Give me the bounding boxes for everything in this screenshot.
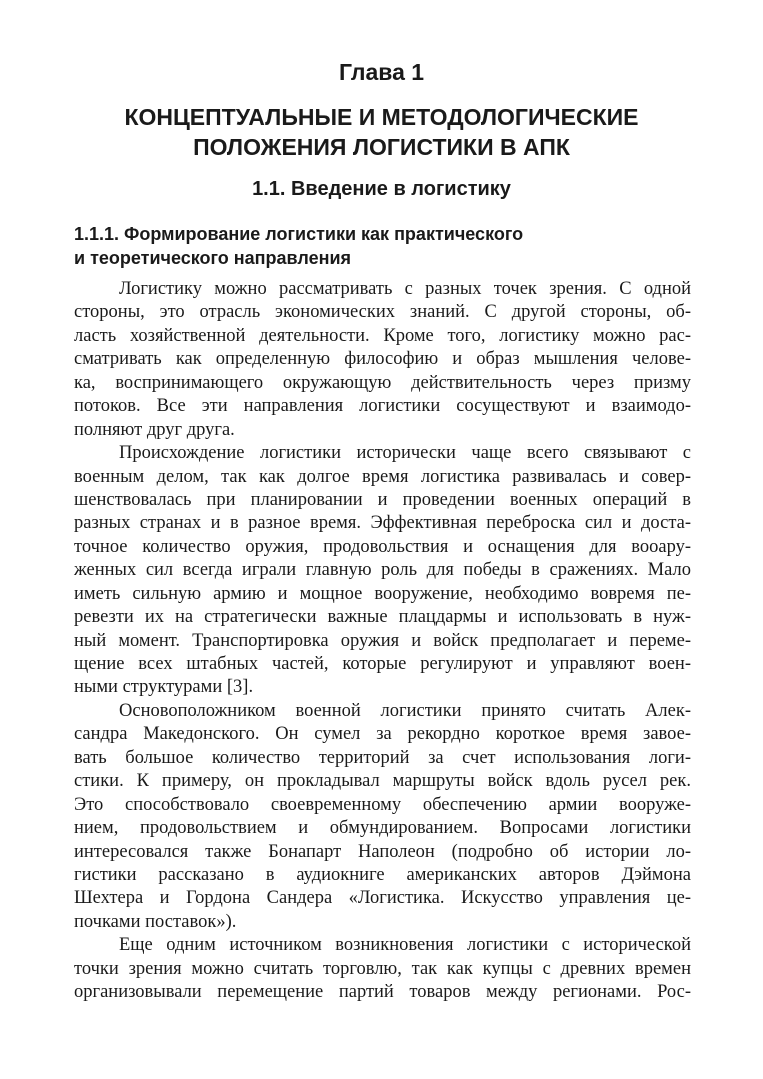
text-line: полняют друг друга. [74, 419, 235, 440]
paragraph [74, 442, 691, 700]
text-line: организовывали перемещение партий товаров между регионами. Рос- [74, 982, 691, 1003]
text-line: Основоположником военной логистики принято считать Алек- [119, 700, 691, 721]
text-line: интересовался также Бонапарт Наполеон (подробно об истории ло- [74, 841, 691, 862]
text-line: иметь сильную армию и мощное вооружение, необходимо вовремя пе- [74, 583, 691, 604]
text-line: ка, воспринимающего окружающую действительность через призму [74, 372, 691, 393]
text-line: ными структурами [3]. [74, 677, 254, 698]
text-line: ласть хозяйственной деятельности. Кроме того, логистику можно рас- [74, 325, 691, 346]
chapter-title-line: КОНЦЕПТУАЛЬНЫЕ И МЕТОДОЛОГИЧЕСКИЕ [124, 104, 639, 130]
text-line: стороны, это отрасль экономических знаний. С другой стороны, об- [74, 302, 691, 323]
text-line: точное количество оружия, продовольствия и оснащения для вооару- [74, 536, 691, 557]
text-line: сандра Македонского. Он сумел за рекордно короткое время завое- [74, 724, 691, 745]
paragraph [74, 934, 691, 1004]
section-heading: 1.1. Введение в логистику [252, 178, 511, 200]
text-line: Еще одним источником возникновения логистики с исторической [119, 935, 691, 956]
chapter-heading: Глава 1 [338, 59, 425, 85]
text-line: вать большое количество территорий за счет использования логи- [74, 747, 691, 768]
subsection-heading-line: и теоретического направления [74, 248, 352, 268]
text-line: шенствовалась при планировании и проведении военных операций в [74, 489, 691, 510]
text-line: ный момент. Транспортировка оружия и войск предполагает и переме- [74, 630, 691, 651]
subsection-heading-line: 1.1.1. Формирование логистики как практического [74, 224, 524, 244]
chapter-title-line: ПОЛОЖЕНИЯ ЛОГИСТИКИ В АПК [193, 134, 570, 160]
text-line: сматривать как определенную философию и образ мышления челове- [74, 349, 691, 370]
text-line: точки зрения можно считать торговлю, так как купцы с древних времен [74, 958, 691, 979]
paragraph [74, 700, 691, 934]
text-line: Происхождение логистики исторически чаще всего связывают с [119, 443, 691, 464]
text-line: Это способствовало своевременному обеспечению армии вооруже- [74, 794, 691, 815]
text-line: нием, продовольствием и обмундированием. Вопросами логистики [74, 818, 691, 839]
body-text [74, 278, 691, 1005]
chapter-title [0, 102, 763, 162]
text-line: стики. К примеру, он прокладывал маршруты войск вдоль русел рек. [74, 771, 691, 792]
text-line: потоков. Все эти направления логистики сосуществуют и взаимодо- [74, 396, 691, 417]
text-line: Шехтера и Гордона Сандера «Логистика. Искусство управления це- [74, 888, 691, 909]
text-line: военным делом, так как долгое время логистика развивалась и совер- [74, 466, 691, 487]
text-line: ревезти их на стратегически важные плацдармы и использовать в нуж- [74, 607, 691, 628]
subsection-heading [74, 222, 694, 270]
text-line: Логистику можно рассматривать с разных точек зрения. С одной [119, 279, 691, 299]
text-line: гистики рассказано в аудиокниге американских авторов Дэймона [74, 864, 691, 885]
text-line: почками поставок»). [74, 911, 237, 932]
text-line: щение всех штабных частей, которые регулируют и управляют воен- [74, 654, 691, 674]
text-line: разных странах и в разное время. Эффективная переброска сил и доста- [74, 513, 691, 534]
paragraph [74, 278, 691, 442]
text-line: женных сил всегда играли главную роль для победы в сражениях. Мало [74, 560, 691, 581]
